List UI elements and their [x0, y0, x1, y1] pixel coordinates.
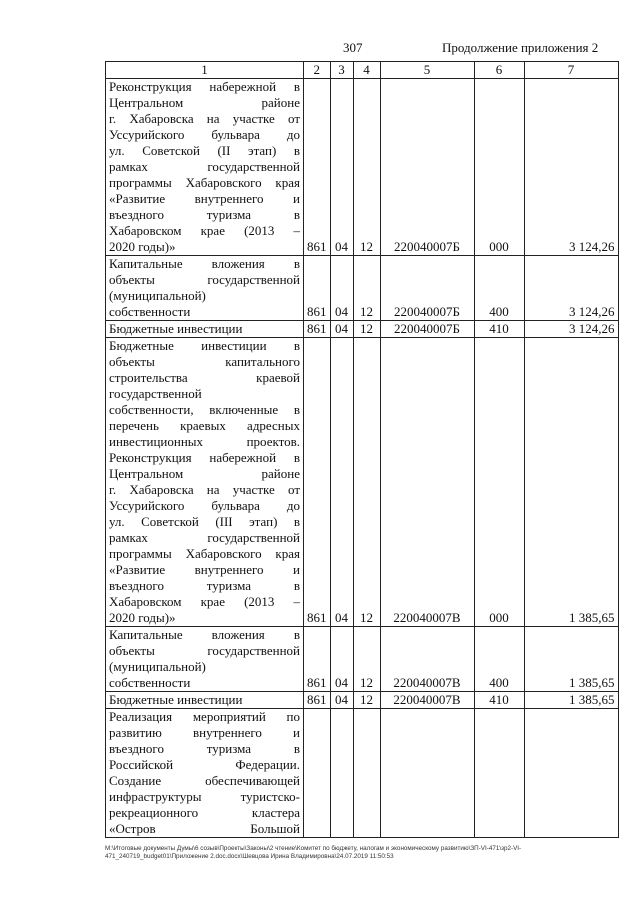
row-description [106, 338, 304, 627]
column-header: 4 [353, 62, 380, 79]
cell-amount: 3 124,26 [524, 321, 618, 338]
description-line: перечень краевых адресных [109, 418, 300, 433]
cell-amount: 1 385,65 [524, 338, 618, 627]
table-row [106, 321, 619, 338]
description-line: программы Хабаровского края [109, 546, 300, 561]
description-line: Уссурийского бульвара до [109, 498, 300, 513]
cell-subsection: 12 [353, 321, 380, 338]
cell-target-article [380, 709, 474, 838]
table-row [106, 256, 619, 321]
row-description [106, 79, 304, 256]
cell-section: 04 [330, 256, 353, 321]
cell-section: 04 [330, 338, 353, 627]
cell-ministry [304, 709, 331, 838]
description-line: (муниципальной) [109, 659, 206, 674]
cell-ministry: 861 [304, 321, 331, 338]
description-line: собственности, включенные в [109, 402, 300, 417]
description-line: ул. Советской (III этап) в [109, 514, 300, 529]
page-number: 307 [343, 40, 363, 55]
continuation-note: Продолжение приложения 2 [442, 40, 599, 55]
description-line: Реконструкция набережной в [109, 450, 300, 465]
description-line: развитию внутреннего и [109, 725, 300, 740]
description-line: инвестиционных проектов. [109, 434, 300, 449]
document-path-footer [105, 845, 615, 861]
column-header: 3 [330, 62, 353, 79]
row-description [106, 321, 304, 338]
table-row [106, 692, 619, 709]
cell-amount: 3 124,26 [524, 256, 618, 321]
column-header: 6 [474, 62, 524, 79]
cell-target-article: 220040007Б [380, 321, 474, 338]
table-row [106, 627, 619, 692]
description-line: объекты капитального [109, 354, 300, 369]
table-row [106, 79, 619, 256]
description-line: инфраструктуры туристско- [109, 789, 300, 804]
description-line: собственности [109, 304, 191, 319]
cell-expense-type [474, 709, 524, 838]
description-line: Центральном районе [109, 95, 300, 110]
cell-target-article: 220040007В [380, 692, 474, 709]
cell-subsection: 12 [353, 256, 380, 321]
cell-ministry: 861 [304, 256, 331, 321]
description-line: «Развитие внутреннего и [109, 562, 300, 577]
cell-target-article: 220040007В [380, 627, 474, 692]
description-line: въездного туризма в [109, 578, 300, 593]
description-line: (муниципальной) [109, 288, 206, 303]
cell-amount: 1 385,65 [524, 627, 618, 692]
description-line: рамках государственной [109, 530, 300, 545]
description-line: Бюджетные инвестиции в [109, 338, 300, 353]
description-line: «Развитие внутреннего и [109, 191, 300, 206]
cell-subsection: 12 [353, 692, 380, 709]
cell-expense-type: 400 [474, 627, 524, 692]
row-description [106, 709, 304, 838]
description-line: объекты государственной [109, 643, 300, 658]
cell-ministry: 861 [304, 627, 331, 692]
cell-target-article: 220040007Б [380, 256, 474, 321]
description-line: Хабаровском крае (2013 – [109, 594, 300, 609]
description-line: рекреационного кластера [109, 805, 300, 820]
table-row [106, 709, 619, 838]
description-line: 2020 годы)» [109, 610, 176, 625]
description-line: «Остров Большой [109, 821, 300, 836]
cell-section: 04 [330, 627, 353, 692]
description-line: ул. Советской (II этап) в [109, 143, 300, 158]
column-header: 2 [304, 62, 331, 79]
description-line: Хабаровском крае (2013 – [109, 223, 300, 238]
description-line: г. Хабаровска на участке от [109, 482, 300, 497]
footer-path-line: 471_240719_budget01\Приложение 2.doc.docx\Шевцова Ирина Владимировна\24.07.2019 11:50:53 [105, 853, 394, 860]
description-line: Реализация мероприятий по [109, 709, 300, 724]
table-row [106, 338, 619, 627]
description-line: программы Хабаровского края [109, 175, 300, 190]
cell-ministry: 861 [304, 338, 331, 627]
cell-amount: 3 124,26 [524, 79, 618, 256]
cell-expense-type: 000 [474, 338, 524, 627]
cell-target-article: 220040007В [380, 338, 474, 627]
cell-ministry: 861 [304, 692, 331, 709]
cell-expense-type: 410 [474, 321, 524, 338]
cell-target-article: 220040007Б [380, 79, 474, 256]
cell-subsection [353, 709, 380, 838]
cell-amount: 1 385,65 [524, 692, 618, 709]
description-line: рамках государственной [109, 159, 300, 174]
description-line: Российской Федерации. [109, 757, 300, 772]
description-line: г. Хабаровска на участке от [109, 111, 300, 126]
description-line: Центральном районе [109, 466, 300, 481]
column-header-row [106, 62, 619, 79]
cell-section: 04 [330, 79, 353, 256]
description-line: Создание обеспечивающей [109, 773, 300, 788]
description-line: Бюджетные инвестиции [109, 321, 243, 336]
cell-amount [524, 709, 618, 838]
cell-subsection: 12 [353, 338, 380, 627]
budget-table [105, 61, 619, 838]
cell-expense-type: 400 [474, 256, 524, 321]
cell-expense-type: 000 [474, 79, 524, 256]
description-line: Бюджетные инвестиции [109, 692, 243, 707]
cell-subsection: 12 [353, 627, 380, 692]
description-line: въездного туризма в [109, 741, 300, 756]
cell-ministry: 861 [304, 79, 331, 256]
footer-path-line: M:\Итоговые документы Думы\6 созыв\Проекты\Законы\2 чтение\Комитет по бюджету, налогам и экономическому развитию\ЗП-VI-471\зр2-VI- [105, 845, 522, 852]
cell-section: 04 [330, 321, 353, 338]
cell-section [330, 709, 353, 838]
description-line: Уссурийского бульвара до [109, 127, 300, 142]
row-description [106, 692, 304, 709]
cell-section: 04 [330, 692, 353, 709]
description-line: объекты государственной [109, 272, 300, 287]
description-line: Капитальные вложения в [109, 256, 300, 271]
description-line: въездного туризма в [109, 207, 300, 222]
cell-subsection: 12 [353, 79, 380, 256]
description-line: строительства краевой [109, 370, 300, 385]
column-header: 5 [380, 62, 474, 79]
row-description [106, 627, 304, 692]
row-description [106, 256, 304, 321]
cell-expense-type: 410 [474, 692, 524, 709]
description-line: собственности [109, 675, 191, 690]
description-line: 2020 годы)» [109, 239, 176, 254]
column-header: 1 [106, 62, 304, 79]
description-line: государственной [109, 386, 202, 401]
description-line: Реконструкция набережной в [109, 79, 300, 94]
column-header: 7 [524, 62, 618, 79]
description-line: Капитальные вложения в [109, 627, 300, 642]
